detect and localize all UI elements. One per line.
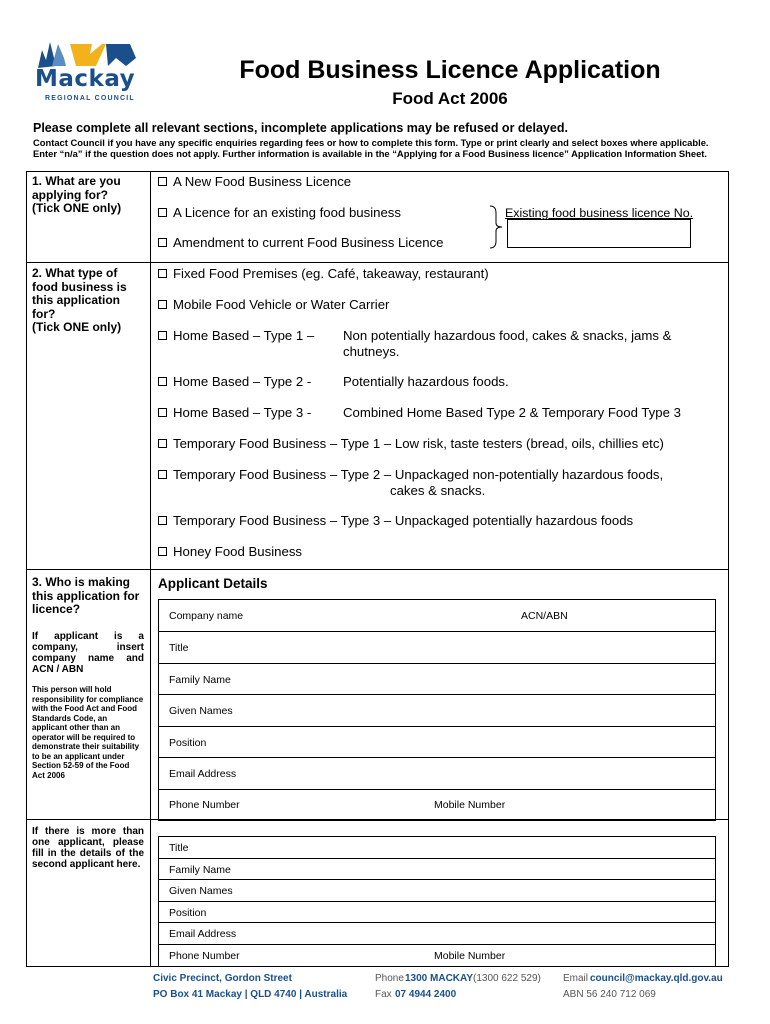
brace-icon <box>488 205 504 249</box>
q3-second-applicant-note: If there is more than one applicant, please fill in the details of the second applicant here. <box>32 826 144 870</box>
row-divider <box>26 262 729 263</box>
checkbox[interactable] <box>158 439 167 448</box>
footer-email-label: Email <box>563 973 589 984</box>
q2-option-home3[interactable]: Home Based – Type 3 - <box>158 405 311 421</box>
q2-option-temp1[interactable]: Temporary Food Business – Type 1 – Low risk, taste testers (bread, oils, chillies etc) <box>158 436 664 452</box>
email-label: Email Address <box>169 768 237 780</box>
home1-description: Non potentially hazardous food, cakes & snacks, jams & <box>343 328 672 343</box>
phone-row-2[interactable] <box>159 945 715 966</box>
mobile-label: Mobile Number <box>434 950 506 962</box>
company-name-label: Company name <box>169 610 244 622</box>
title-row-2[interactable] <box>159 837 715 859</box>
footer-email[interactable]: council@mackay.qld.gov.au <box>590 973 723 984</box>
footer-abn: ABN 56 240 712 069 <box>563 989 656 1000</box>
existing-licence-input[interactable] <box>507 219 691 248</box>
q2-label: 2. What type of food business is this application for? (Tick ONE only) <box>32 266 127 334</box>
applicant-details-heading: Applicant Details <box>158 576 268 591</box>
q2-option-home2[interactable]: Home Based – Type 2 - <box>158 374 311 390</box>
q2-option-honey[interactable]: Honey Food Business <box>158 544 302 560</box>
position-label: Position <box>169 737 207 749</box>
title-label: Title <box>169 842 189 854</box>
phone-label: Phone Number <box>169 799 240 811</box>
phone-row[interactable] <box>159 790 715 820</box>
q3-company-note: If applicant is a company, insert company name and ACN / ABN <box>32 631 144 675</box>
footer-address-2: PO Box 41 Mackay | QLD 4740 | Australia <box>153 989 348 1000</box>
email-label: Email Address <box>169 928 237 940</box>
home1-description-cont: chutneys. <box>343 344 400 359</box>
checkbox[interactable] <box>158 377 167 386</box>
mobile-label: Mobile Number <box>434 799 506 811</box>
given-names-label: Given Names <box>169 705 233 717</box>
footer-fax: 07 4944 2400 <box>395 989 457 1000</box>
title-label: Title <box>169 642 189 654</box>
phone-label: Phone Number <box>169 950 240 962</box>
given-names-row-2[interactable] <box>159 880 715 902</box>
q1-option-amendment[interactable]: Amendment to current Food Business Licence <box>158 235 444 251</box>
title-row[interactable] <box>159 632 715 664</box>
intro-warning: Please complete all relevant sections, incomplete applications may be refused or delayed. <box>33 121 568 135</box>
applicant-1-fields <box>158 599 716 821</box>
footer-phone-label: Phone <box>375 973 404 984</box>
footer-fax-label: Fax <box>375 989 392 1000</box>
q3-responsibility-note: This person will hold responsibility for compliance with the Food Act and Food Standards Code, an applicant other than an operator will be required to demonstrate their suitability to be an applicant under Section 52-59 of the Food Act 2006 <box>32 685 144 780</box>
intro-instructions: Contact Council if you have any specific enquiries regarding fees or how to complete this form. Type or print clearly and select boxes where applicable. Enter “n/a” if the question does not apply. Further information is available in the “Applying for a Food Business licence” Application Information Sheet. <box>33 137 709 159</box>
family-name-label: Family Name <box>169 674 231 686</box>
company-row[interactable] <box>159 600 715 632</box>
logo-wordmark: Mackay <box>35 66 136 92</box>
checkbox[interactable] <box>158 208 167 217</box>
form-subtitle: Food Act 2006 <box>392 89 508 108</box>
position-row-2[interactable] <box>159 902 715 923</box>
checkbox[interactable] <box>158 269 167 278</box>
family-name-row-2[interactable] <box>159 859 715 880</box>
checkbox[interactable] <box>158 516 167 525</box>
q1-label: 1. What are you applying for? (Tick ONE only) <box>32 174 122 215</box>
checkbox[interactable] <box>158 300 167 309</box>
form-title: Food Business Licence Application <box>239 56 661 84</box>
q2-option-temp2[interactable]: Temporary Food Business – Type 2 – Unpackaged non-potentially hazardous foods, <box>158 467 663 483</box>
q2-option-home1[interactable]: Home Based – Type 1 – <box>158 328 314 344</box>
q1-option-new[interactable]: A New Food Business Licence <box>158 174 351 190</box>
family-name-row[interactable] <box>159 664 715 695</box>
footer-address-1: Civic Precinct, Gordon Street <box>153 973 292 984</box>
checkbox[interactable] <box>158 470 167 479</box>
family-name-label: Family Name <box>169 864 231 876</box>
existing-licence-label: Existing food business licence No. <box>505 206 694 220</box>
position-row[interactable] <box>159 727 715 758</box>
home3-description: Combined Home Based Type 2 & Temporary Food Type 3 <box>343 405 681 420</box>
position-label: Position <box>169 907 207 919</box>
row-divider <box>26 569 729 570</box>
footer-phone-alt: (1300 622 529) <box>473 973 541 984</box>
q2-option-temp3[interactable]: Temporary Food Business – Type 3 – Unpackaged potentially hazardous foods <box>158 513 633 529</box>
footer-phone: 1300 MACKAY <box>405 973 473 984</box>
q2-option-fixed[interactable]: Fixed Food Premises (eg. Café, takeaway, restaurant) <box>158 266 489 282</box>
q1-option-existing[interactable]: A Licence for an existing food business <box>158 205 401 221</box>
checkbox[interactable] <box>158 238 167 247</box>
checkbox[interactable] <box>158 547 167 556</box>
temp2-description-cont: cakes & snacks. <box>390 483 486 498</box>
email-row-2[interactable] <box>159 923 715 945</box>
checkbox[interactable] <box>158 177 167 186</box>
applicant-2-fields <box>158 836 716 967</box>
acn-abn-label: ACN/ABN <box>521 610 568 622</box>
q2-option-mobile[interactable]: Mobile Food Vehicle or Water Carrier <box>158 297 389 313</box>
given-names-label: Given Names <box>169 885 233 897</box>
checkbox[interactable] <box>158 408 167 417</box>
checkbox[interactable] <box>158 331 167 340</box>
email-row[interactable] <box>159 758 715 790</box>
given-names-row[interactable] <box>159 695 715 727</box>
home2-description: Potentially hazardous foods. <box>343 374 509 389</box>
logo-subtitle: REGIONAL COUNCIL <box>45 95 135 102</box>
q3-label: 3. Who is making this application for licence? <box>32 575 140 616</box>
